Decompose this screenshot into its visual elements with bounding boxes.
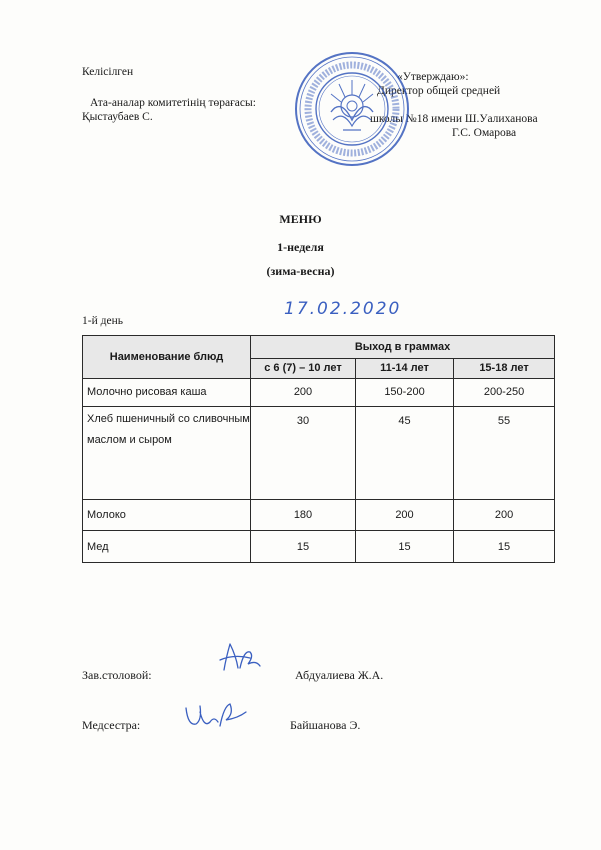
week-label: 1-неделя [277, 240, 324, 254]
portion-value: 15 [356, 531, 454, 563]
portion-value: 200-250 [454, 378, 555, 406]
season-label: (зима-весна) [266, 264, 335, 278]
table-row [83, 406, 555, 499]
portion-value: 200 [356, 499, 454, 531]
column-header-age-6-10: с 6 (7) – 10 лет [251, 358, 356, 378]
table-row [83, 499, 555, 531]
handwritten-date [282, 294, 422, 322]
table-row [83, 378, 555, 406]
nurse-name: Байшанова Э. [290, 718, 361, 732]
official-seal-icon [293, 50, 411, 168]
column-header-age-11-14: 11-14 лет [356, 358, 454, 378]
dish-name: Молочно рисовая каша [83, 378, 251, 406]
dish-name: Хлеб пшеничный со сливочным маслом и сыром [83, 406, 251, 499]
column-header-dish: Наименование блюд [83, 336, 251, 379]
table-row [83, 531, 555, 563]
director-name: Г.С. Омарова [452, 127, 517, 139]
page-title: МЕНЮ [279, 212, 322, 226]
portion-value: 200 [251, 378, 356, 406]
day-label: 1-й день [82, 315, 123, 327]
school-name: школы №18 имени Ш.Уалиханова [370, 113, 538, 125]
signature-canteen-icon [216, 640, 266, 676]
agreed-label: Келісілген [82, 66, 134, 78]
committee-chair-name: Қыстаубаев С. [82, 111, 153, 123]
portion-value: 55 [454, 406, 555, 499]
signature-nurse-icon [180, 700, 250, 734]
column-header-age-15-18: 15-18 лет [454, 358, 555, 378]
committee-title: Ата-аналар комитетінің төрағасы: [90, 97, 256, 109]
portion-value: 30 [251, 406, 356, 499]
svg-text:17.02.2020: 17.02.2020 [284, 299, 402, 319]
portion-value: 150-200 [356, 378, 454, 406]
portion-value: 15 [251, 531, 356, 563]
approve-label: «Утверждаю»: [397, 71, 469, 83]
director-title: Директор общей средней [377, 85, 501, 97]
dish-name: Молоко [83, 499, 251, 531]
portion-value: 200 [454, 499, 555, 531]
menu-table [82, 335, 555, 563]
column-header-output: Выход в граммах [251, 336, 555, 359]
canteen-manager-label: Зав.столовой: [82, 668, 152, 682]
portion-value: 180 [251, 499, 356, 531]
portion-value: 15 [454, 531, 555, 563]
dish-name: Мед [83, 531, 251, 563]
canteen-manager-name: Абдуалиева Ж.А. [295, 668, 384, 682]
portion-value: 45 [356, 406, 454, 499]
nurse-label: Медсестра: [82, 718, 141, 732]
